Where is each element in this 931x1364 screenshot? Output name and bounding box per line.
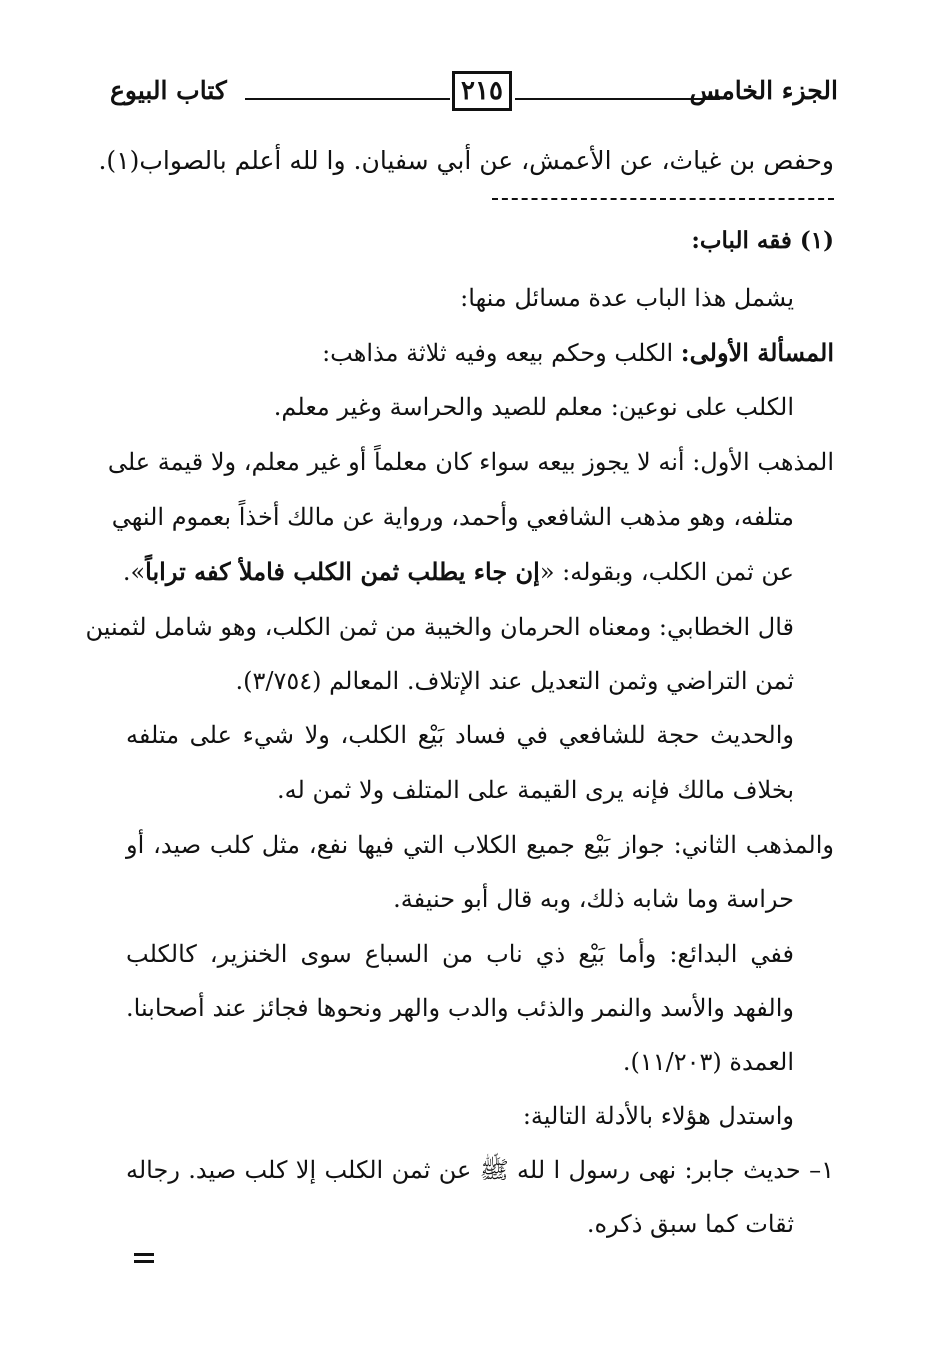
paragraph-line: والمذهب الثاني: جواز بَيْع جميع الكلاب التي فيها نفع، مثل كلب صيد، أو (126, 831, 834, 859)
hadith-close: ». (122, 558, 146, 586)
paragraph-line: قال الخطابي: ومعناه الحرمان والخيبة من ثمن الكلب، وهو شامل لثمنين (85, 613, 794, 641)
issue-heading: المسألة الأولى: (680, 338, 834, 367)
hadith-quote: إن جاء يطلب ثمن الكلب فاملأ كفه تراباً (145, 557, 540, 586)
paragraph-line (123, 555, 794, 589)
header-rule-right (515, 98, 720, 100)
paragraph-line (322, 336, 834, 370)
paragraph-line: ثقات كما سبق ذكره. (586, 1210, 794, 1238)
paragraph-line: متلفه، وهو مذهب الشافعي وأحمد، ورواية عن مالك أخذاً بعموم النهي (111, 503, 794, 531)
paragraph-line: المذهب الأول: أنه لا يجوز بيعه سواء كان معلماً أو غير معلم، ولا قيمة على (107, 448, 834, 476)
footnote-heading: (١) فقه الباب: (691, 227, 834, 254)
header-rule-left (245, 98, 450, 100)
paragraph-line: والحديث حجة للشافعي في فساد بَيْع الكلب، ولا شيء على متلفه (126, 721, 794, 749)
volume-title: الجزء الخامس (689, 76, 838, 105)
footnote-separator (492, 198, 834, 200)
paragraph-line: ثمن التراضي وثمن التعديل عند الإتلاف. المعالم (٣/٧٥٤). (235, 667, 794, 695)
continuation-mark (134, 1253, 154, 1263)
issue-heading-text: الكلب وحكم بيعه وفيه ثلاثة مذاهب: (322, 339, 681, 367)
paragraph-line: واستدل هؤلاء بالأدلة التالية: (522, 1102, 794, 1130)
main-text-line: وحفص بن غياث، عن الأعمش، عن أبي سفيان. وا لله أعلم بالصواب(١). (98, 146, 834, 175)
paragraph-line: والفهد والأسد والنمر والذئب والدب والهر ونحوها فجائز عند أصحابنا. (126, 994, 794, 1022)
running-header (110, 68, 840, 118)
paragraph-line: الكلب على نوعين: معلم للصيد والحراسة وغير معلم. (273, 393, 794, 421)
book-title: كتاب البيوع (110, 76, 227, 105)
page-number: ٢١٥ (452, 71, 512, 111)
hadith-intro: عن ثمن الكلب، وبقوله: « (539, 558, 794, 586)
paragraph-line: يشمل هذا الباب عدة مسائل منها: (460, 284, 794, 312)
paragraph-line: ١– حديث جابر: نهى رسول ا لله ﷺ عن ثمن الكلب إلا كلب صيد. رجاله (126, 1156, 834, 1184)
paragraph-line: ففي البدائع: وأما بَيْع ذي ناب من السباع سوى الخنزير، كالكلب (126, 940, 794, 968)
paragraph-line: العمدة (١١/٢٠٣). (622, 1048, 794, 1076)
paragraph-line: حراسة وما شابه ذلك، وبه قال أبو حنيفة. (393, 885, 794, 913)
paragraph-line: بخلاف مالك فإنه يرى القيمة على المتلف ولا ثمن له. (277, 776, 794, 804)
